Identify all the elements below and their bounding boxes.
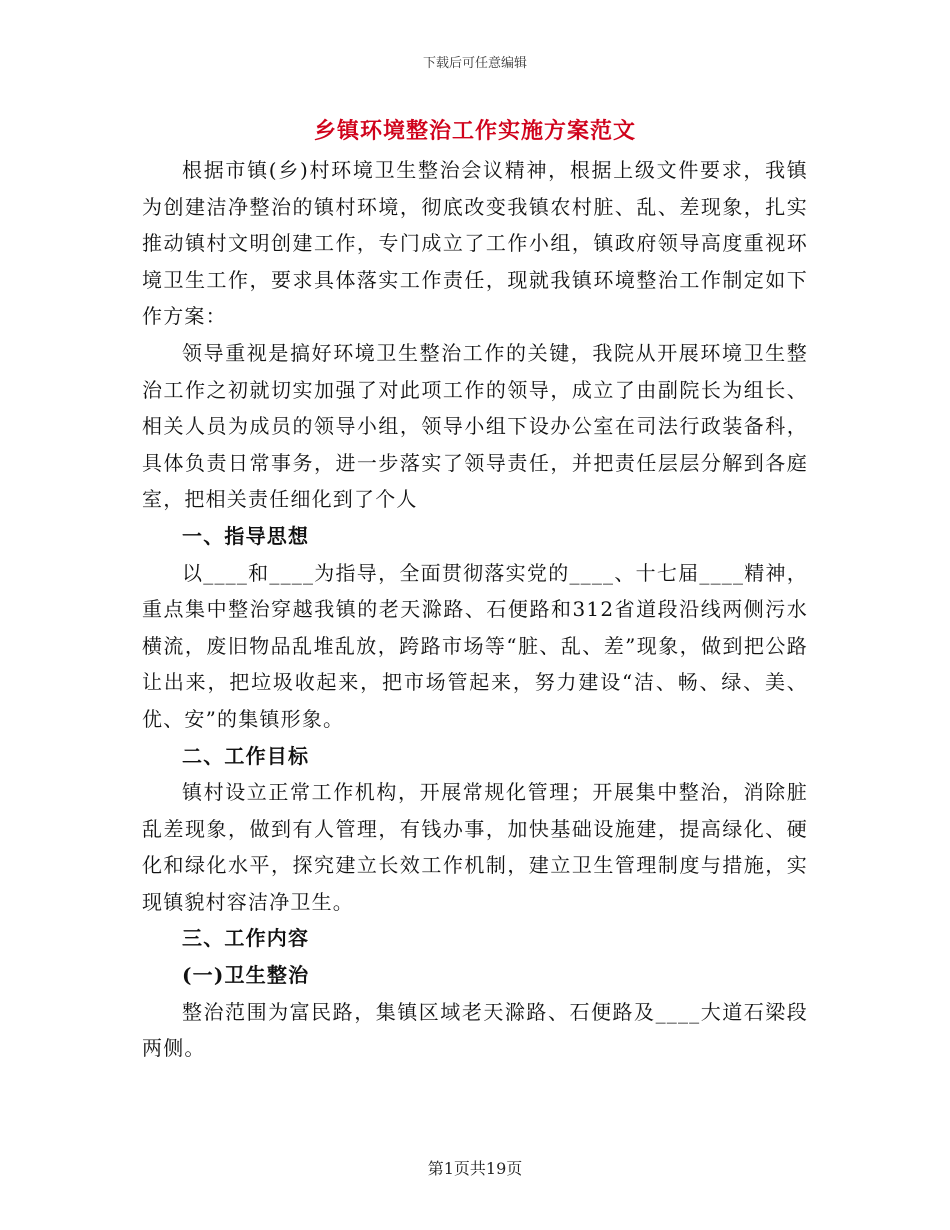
page-header-note: 下载后可任意编辑: [422, 56, 527, 71]
work-goals-paragraph: 镇村设立正常工作机构，开展常规化管理；开展集中整治，消除脏乱差现象，做到有人管理，有钱办事，加快基础设施建，提高绿化、硬化和绿化水平，探究建立长效工作机制，建立卫生管理制度与措施，实现镇貌村容洁净卫生。: [142, 780, 808, 914]
document-body: [142, 152, 808, 1067]
section-heading-work-content: 三、工作内容: [182, 926, 310, 951]
section-heading-guiding-thought: 一、指导思想: [182, 523, 310, 548]
document-title: 乡镇环境整治工作实施方案范文: [313, 118, 636, 144]
subsection-heading-sanitation: (一)卫生整治: [182, 963, 310, 988]
leadership-paragraph: 领导重视是搞好环境卫生整治工作的关键，我院从开展环境卫生整治工作之初就切实加强了对此项工作的领导，成立了由副院长为组长、相关人员为成员的领导小组，领导小组下设办公室在司法行政装备科，具体负责日常事务，进一步落实了领导责任，并把责任层层分解到各庭室，把相关责任细化到了个人: [142, 340, 808, 512]
guiding-thought-paragraph: 以____和____为指导，全面贯彻落实党的____、十七届____精神，重点集中整治穿越我镇的老天滁路、石便路和312省道段沿线两侧污水横流，废旧物品乱堆乱放，跨路市场等“脏、乱、差”现象，做到把公路让出来，把垃圾收起来，把市场管起来，努力建设“洁、畅、绿、美、优、安”的集镇形象。: [142, 560, 808, 731]
sanitation-paragraph: 整治范围为富民路，集镇区域老天滁路、石便路及____大道石梁段两侧。: [142, 999, 808, 1061]
intro-paragraph: 根据市镇(乡)村环境卫生整治会议精神，根据上级文件要求，我镇为创建洁净整治的镇村环境，彻底改变我镇农村脏、乱、差现象，扎实推动镇村文明创建工作，专门成立了工作小组，镇政府领导高度重视环境卫生工作，要求具体落实工作责任，现就我镇环境整治工作制定如下作方案：: [142, 158, 808, 329]
section-heading-work-goals: 二、工作目标: [182, 743, 310, 768]
page-number-footer: 第1页共19页: [427, 1159, 523, 1178]
